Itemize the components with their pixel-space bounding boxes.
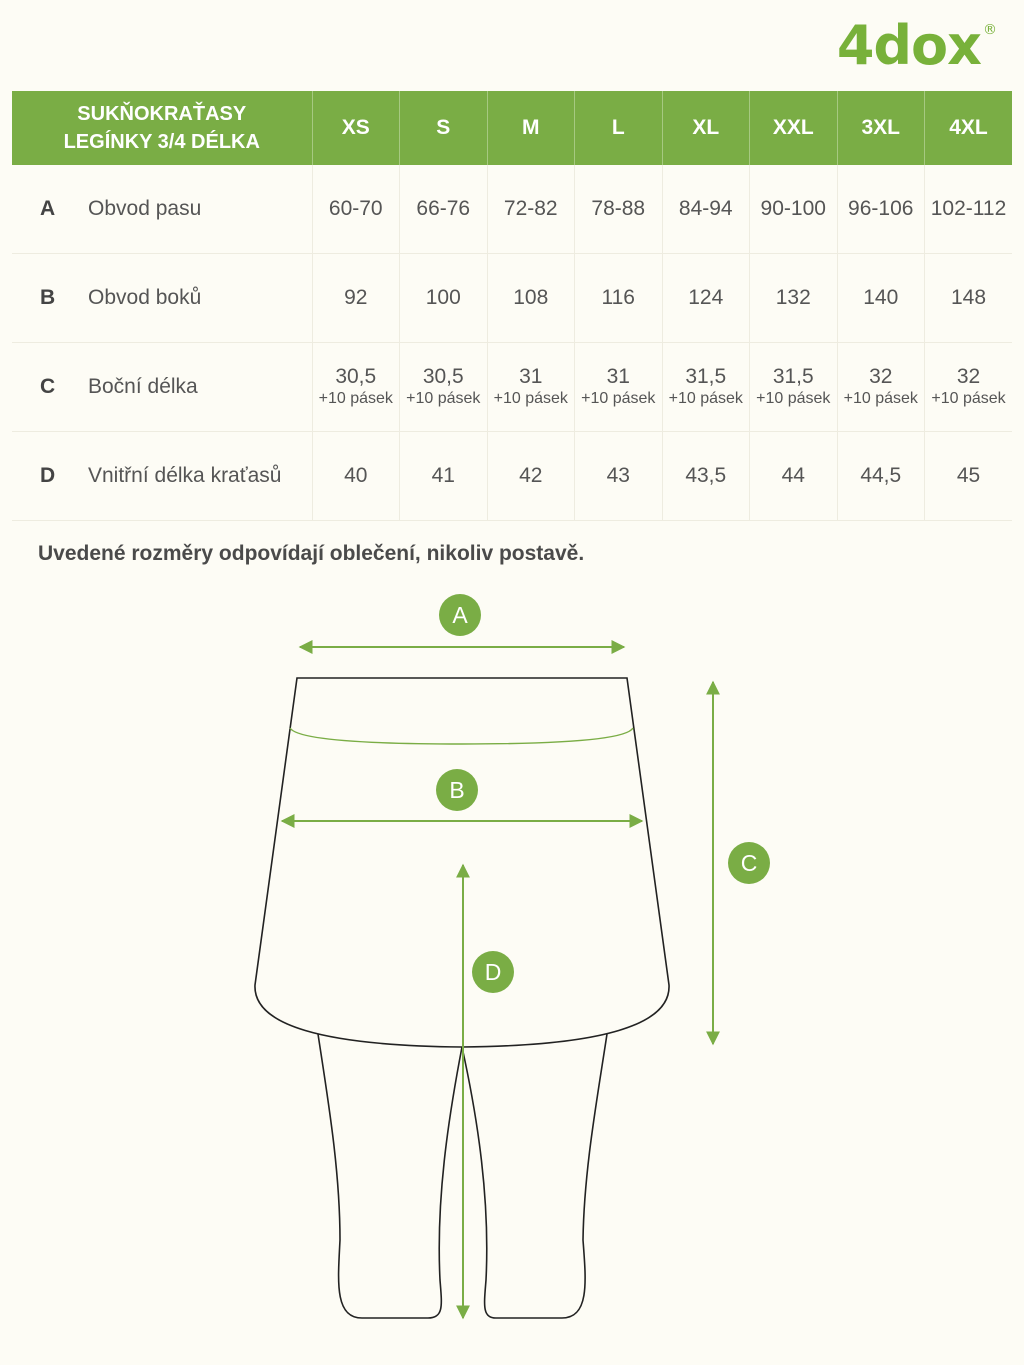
table-cell: 148 — [925, 254, 1013, 343]
size-col-header: 4XL — [925, 91, 1013, 165]
brand-logo: 4dox ® — [836, 14, 996, 77]
table-cell: 60-70 — [312, 165, 400, 254]
size-col-header: XXL — [750, 91, 838, 165]
table-cell: 100 — [400, 254, 488, 343]
table-cell: 43 — [575, 432, 663, 521]
size-col-header: S — [400, 91, 488, 165]
size-col-header: XL — [662, 91, 750, 165]
table-cell: 66-76 — [400, 165, 488, 254]
size-col-header: M — [487, 91, 575, 165]
table-cell: 31,5 +10 pásek — [662, 343, 750, 432]
badge-a — [439, 594, 481, 636]
badge-b — [436, 769, 478, 811]
waistband-line — [290, 728, 633, 744]
size-col-header: L — [575, 91, 663, 165]
table-cell: 124 — [662, 254, 750, 343]
table-cell: 78-88 — [575, 165, 663, 254]
svg-text:A: A — [452, 602, 468, 628]
table-cell: 32 +10 pásek — [925, 343, 1013, 432]
table-cell: 45 — [925, 432, 1013, 521]
table-cell: 72-82 — [487, 165, 575, 254]
table-cell: 102-112 — [925, 165, 1013, 254]
badge-c — [728, 842, 770, 884]
row-header: C Boční délka — [12, 343, 312, 432]
svg-text:C: C — [740, 850, 758, 876]
table-cell: 116 — [575, 254, 663, 343]
svg-text:D: D — [484, 959, 502, 985]
size-col-header: 3XL — [837, 91, 925, 165]
row-header: A Obvod pasu — [12, 165, 312, 254]
table-cell: 84-94 — [662, 165, 750, 254]
table-cell: 31 +10 pásek — [487, 343, 575, 432]
table-cell: 41 — [400, 432, 488, 521]
table-cell: 90-100 — [750, 165, 838, 254]
table-cell: 42 — [487, 432, 575, 521]
badge-d — [472, 951, 514, 993]
disclaimer-note: Uvedené rozměry odpovídají oblečení, nikoliv postavě. — [38, 542, 585, 565]
table-cell: 31 +10 pásek — [575, 343, 663, 432]
row-header: B Obvod boků — [12, 254, 312, 343]
table-cell: 92 — [312, 254, 400, 343]
table-cell: 43,5 — [662, 432, 750, 521]
table-cell: 132 — [750, 254, 838, 343]
size-col-header: XS — [312, 91, 400, 165]
table-cell: 40 — [312, 432, 400, 521]
left-leg-outline — [318, 1034, 462, 1318]
table-cell: 30,5 +10 pásek — [312, 343, 400, 432]
table-cell: 108 — [487, 254, 575, 343]
table-title: SUKŇOKRAŤASY LEGÍNKY 3/4 DÉLKA — [12, 91, 312, 165]
table-cell: 44,5 — [837, 432, 925, 521]
table-cell: 44 — [750, 432, 838, 521]
table-cell: 30,5 +10 pásek — [400, 343, 488, 432]
table-cell: 96-106 — [837, 165, 925, 254]
svg-text:B: B — [449, 777, 465, 803]
table-cell: 140 — [837, 254, 925, 343]
row-header: D Vnitřní délka kraťasů — [12, 432, 312, 521]
table-cell: 32 +10 pásek — [837, 343, 925, 432]
table-cell: 31,5 +10 pásek — [750, 343, 838, 432]
right-leg-outline — [462, 1034, 607, 1318]
